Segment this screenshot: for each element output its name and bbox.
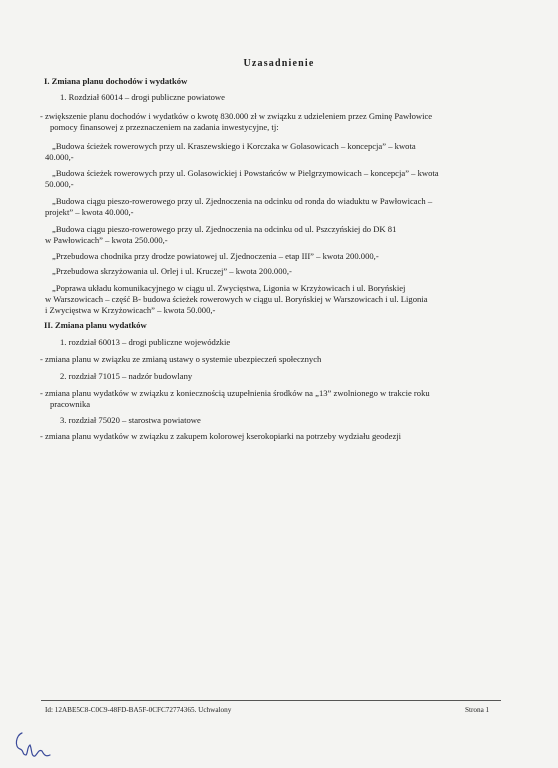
document-id: Id: 12ABE5C8-C0C9-48FD-BA5F-0CFC72774365. Uchwalony bbox=[45, 706, 232, 714]
project-2-line-1: „Budowa ścieżek rowerowych przy ul. Golasowickiej i Powstańców w Pielgrzymowicach – koncepcja” – kwota bbox=[52, 168, 439, 178]
section-1-heading: I. Zmiana planu dochodów i wydatków bbox=[44, 76, 188, 86]
section-1-item-1: 1. Rozdział 60014 – drogi publiczne powiatowe bbox=[60, 92, 225, 102]
project-2-line-2: 50.000,- bbox=[45, 179, 74, 189]
project-5: „Przebudowa chodnika przy drodze powiatowej ul. Zjednoczenia – etap III” – kwota 200.000,- bbox=[52, 251, 379, 261]
project-7-line-3: i Zwycięstwa w Krzyżowicach” – kwota 50.000,- bbox=[45, 305, 216, 315]
project-3-line-1: „Budowa ciągu pieszo-rowerowego przy ul. Zjednoczenia na odcinku od ronda do wiaduktu w Pawłowicach – bbox=[52, 196, 433, 206]
page-number: Strona 1 bbox=[465, 706, 490, 714]
section-2-item-3: 3. rozdział 75020 – starostwa powiatowe bbox=[60, 415, 201, 425]
section-2-bullet-2-line-1: - zmiana planu wydatków w związku z koniecznością uzupełnienia środków na „13” zwolnionego w trakcie roku bbox=[40, 388, 430, 398]
project-6: „Przebudowa skrzyżowania ul. Orlej i ul. Kruczej” – kwota 200.000,- bbox=[52, 266, 292, 276]
footer-divider bbox=[41, 700, 501, 701]
project-7-line-1: „Poprawa układu komunikacyjnego w ciągu ul. Zwycięstwa, Ligonia w Krzyżowicach i ul. Boryńskiej bbox=[52, 283, 406, 293]
section-2-item-1: 1. rozdział 60013 – drogi publiczne wojewódzkie bbox=[60, 337, 231, 347]
project-1-line-1: „Budowa ścieżek rowerowych przy ul. Kraszewskiego i Korczaka w Golasowicach – koncepcja” – kwota bbox=[52, 141, 416, 151]
section-2-item-2: 2. rozdział 71015 – nadzór budowlany bbox=[60, 371, 193, 381]
section-2-bullet-1: - zmiana planu w związku ze zmianą ustawy o systemie ubezpieczeń społecznych bbox=[40, 354, 322, 364]
handwritten-initials-signature bbox=[8, 725, 58, 765]
project-1-line-2: 40.000,- bbox=[45, 152, 74, 162]
project-4-line-1: „Budowa ciągu pieszo-rowerowego przy ul. Zjednoczenia na odcinku od ul. Pszczyńskiej do DK 81 bbox=[52, 224, 397, 234]
section-2-bullet-3: - zmiana planu wydatków w związku z zakupem kolorowej kserokopiarki na potrzeby wydziału geodezji bbox=[40, 431, 402, 441]
section-2-heading: II. Zmiana planu wydatków bbox=[44, 320, 147, 330]
section-1-bullet-line-2: pomocy finansowej z przeznaczeniem na zadania inwestycyjne, tj: bbox=[50, 122, 279, 132]
section-1-bullet-line-1: - zwiększenie planu dochodów i wydatków o kwotę 830.000 zł w związku z udzieleniem przez Gminę Pawłowice bbox=[40, 111, 433, 121]
project-7-line-2: w Warszowicach – część B- budowa ścieżek rowerowych w ciągu ul. Boryńskiej w Warszowicach i ul. Ligonia bbox=[45, 294, 428, 304]
project-4-line-2: w Pawłowicach” – kwota 250.000,- bbox=[45, 235, 168, 245]
project-3-line-2: projekt” – kwota 40.000,- bbox=[45, 207, 134, 217]
document-title: Uzasadnienie bbox=[243, 58, 315, 69]
section-2-bullet-2-line-2: pracownika bbox=[50, 399, 91, 409]
